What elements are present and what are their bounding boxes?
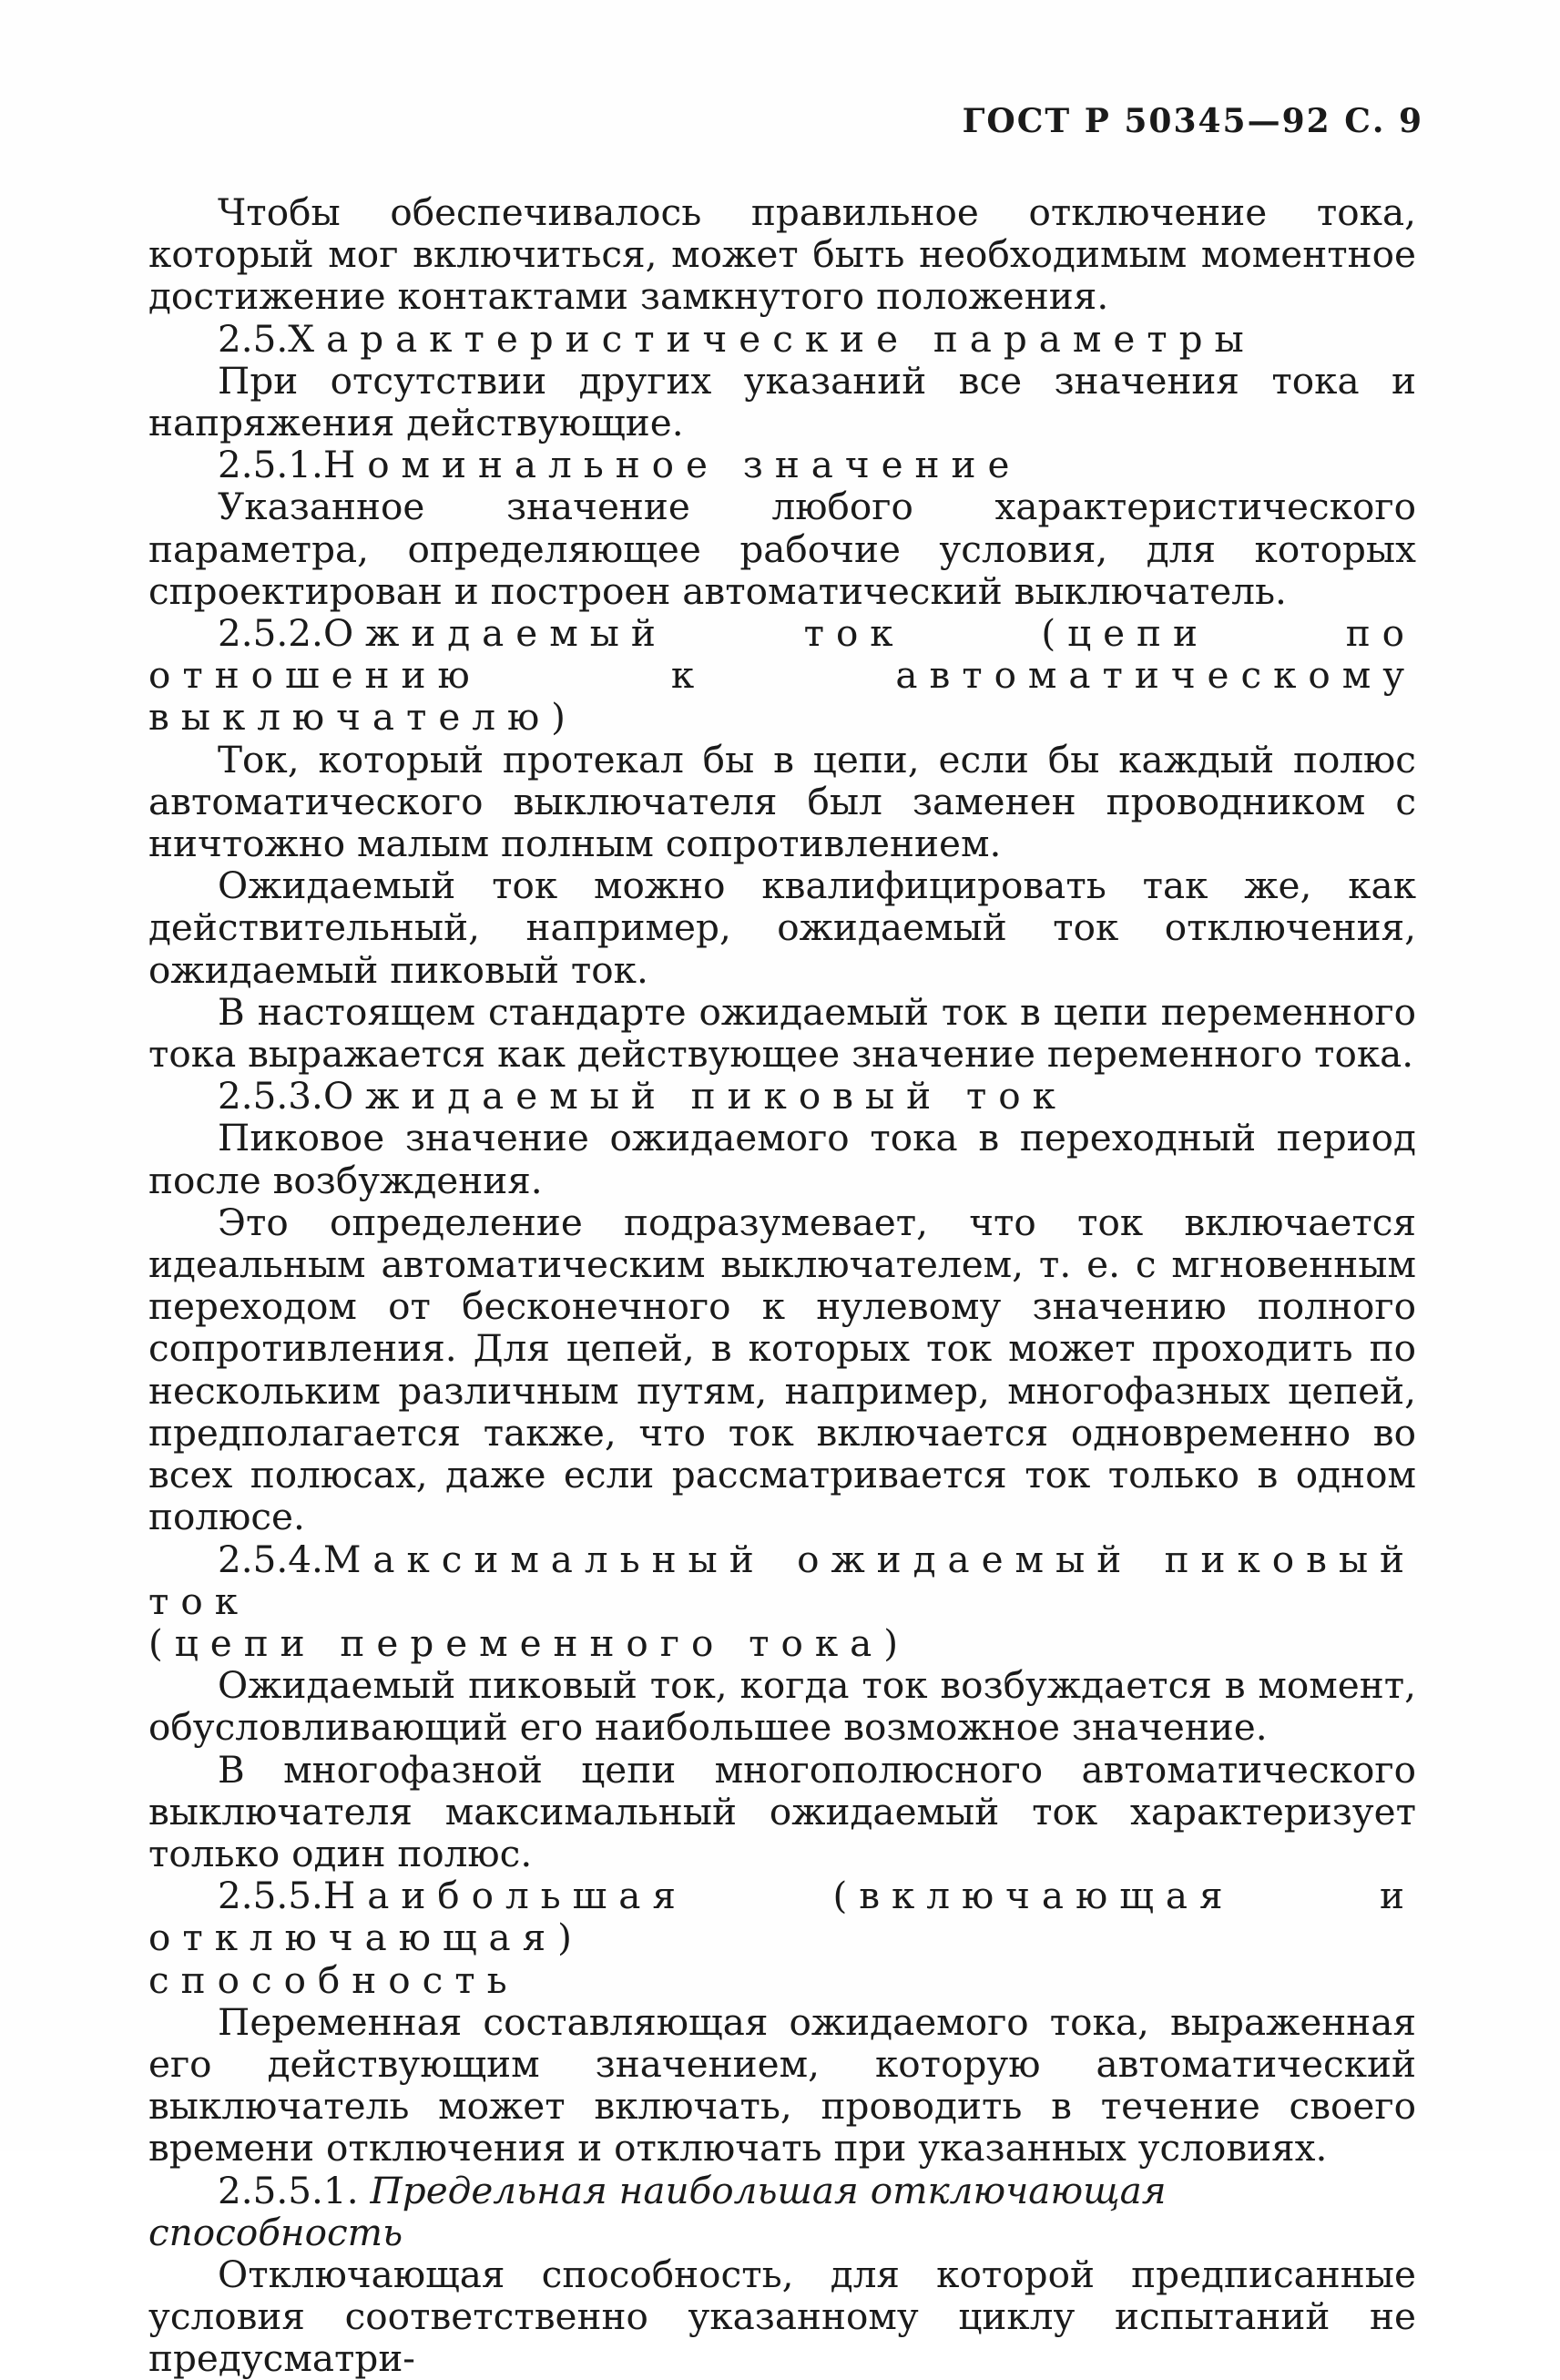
section-number: 2.5.: [218, 316, 289, 361]
section-title: Характеристические параметры: [288, 316, 1256, 361]
section-number: 2.5.4.: [218, 1537, 323, 1581]
section-title-cont: (цепи переменного тока): [148, 1620, 910, 1665]
section-number: 2.5.5.: [218, 1874, 323, 1918]
section-title: Максимальный ожидаемый пиковый ток: [148, 1537, 1416, 1623]
paragraph: Ожидаемый пиковый ток, когда ток возбуждается в момент, обусловливающий его наибольшее возможное значение.: [148, 1663, 1416, 1750]
section-heading-2-5-2: [148, 612, 1416, 739]
section-title: Ожидаемый пиковый ток: [322, 1074, 1067, 1118]
section-title-cont: способность: [148, 1957, 519, 2002]
section-heading-2-5-3: [148, 1075, 1416, 1117]
paragraph: В настоящем стандарте ожидаемый ток в цепи переменного тока выражается как действующее значение переменного тока.: [148, 989, 1416, 1077]
paragraph: Это определение подразумевает, что ток включается идеальным автоматическим выключателем, т. е. с мгновенным переходом от бесконечного к нулевому значению полного сопротивления. Для цепей, в которых ток может проходить по нескольким различным путям, например, многофазных цепей, предполагается также, что ток включается одновременно во всех полюсах, даже если рассматривается ток только в одном полюсе.: [148, 1200, 1416, 1539]
section-heading-2-5-4-cont: [148, 1622, 1416, 1664]
section-title: Предельная наибольшая отключающая способность: [148, 2168, 1167, 2254]
paragraph: Указанное значение любого характеристического параметра, определяющее рабочие условия, для которых спроектирован и построен автоматический выключатель.: [148, 485, 1416, 613]
paragraph: Отключающая способность, для которой предписанные условия соответственно указанному циклу испытаний не предусматри-: [148, 2252, 1416, 2380]
paragraph: Ток, который протекал бы в цепи, если бы каждый полюс автоматического выключателя был заменен проводником с ничтожно малым полным сопротивлением.: [148, 737, 1416, 866]
section-number: 2.5.3.: [218, 1074, 323, 1118]
section-heading-2-5-1: [148, 444, 1416, 485]
section-title: Номинальное значение: [322, 443, 1022, 487]
section-heading-2-5-5: [148, 1874, 1416, 1958]
section-heading-2-5: [148, 318, 1416, 360]
paragraph: При отсутствии других указаний все значения тока и напряжения действующие.: [148, 358, 1416, 445]
page-header: ГОСТ Р 50345—92 С. 9: [962, 102, 1423, 140]
section-title: Наибольшая (включающая и отключающая): [148, 1874, 1416, 1960]
section-number: 2.5.1.: [218, 443, 323, 487]
paragraph: В многофазной цепи многополюсного автоматического выключателя максимальный ожидаемый ток характеризует только один полюс.: [148, 1747, 1416, 1875]
paragraph: Пиковое значение ожидаемого тока в переходный период после возбуждения.: [148, 1116, 1416, 1202]
paragraph: Чтобы обеспечивалось правильное отключение тока, который мог включиться, может быть необходимым моментное достижение контактами замкнутого положения.: [148, 190, 1416, 319]
section-heading-2-5-5-1: [148, 2170, 1416, 2253]
section-heading-2-5-5-cont: [148, 1959, 1416, 2001]
paragraph: Ожидаемый ток можно квалифицировать так же, как действительный, например, ожидаемый ток отключения, ожидаемый пиковый ток.: [148, 863, 1416, 992]
paragraph: Переменная составляющая ожидаемого тока, выраженная его действующим значением, которую автоматический выключатель может включать, проводить в течение своего времени отключения и отключать при указанных условиях.: [148, 1999, 1416, 2171]
document-body: [148, 191, 1416, 2380]
section-title: Ожидаемый ток (цепи по отношению к автоматическому выключателю): [148, 611, 1416, 740]
section-heading-2-5-4: [148, 1538, 1416, 1622]
section-number: 2.5.2.: [218, 611, 323, 656]
section-number: 2.5.5.1.: [218, 2168, 359, 2212]
